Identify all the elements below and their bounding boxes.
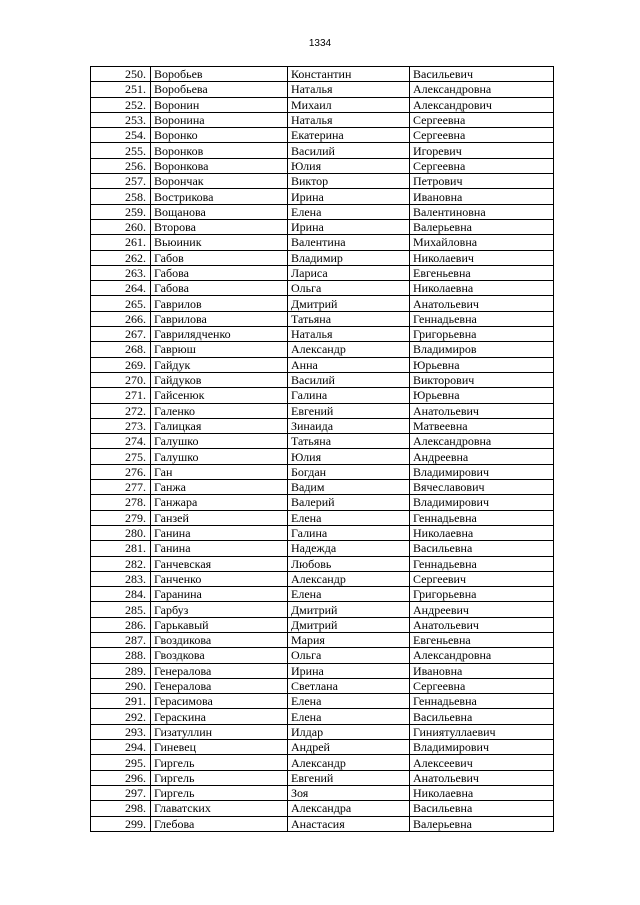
patronymic: Викторович	[410, 372, 554, 387]
last-name: Галушко	[151, 434, 288, 449]
last-name: Гиргель	[151, 770, 288, 785]
row-number: 291.	[91, 694, 151, 709]
last-name: Гайдук	[151, 357, 288, 372]
first-name: Андрей	[288, 740, 410, 755]
last-name: Ганжа	[151, 480, 288, 495]
first-name: Ирина	[288, 663, 410, 678]
row-number: 278.	[91, 495, 151, 510]
row-number: 293.	[91, 724, 151, 739]
table-row	[91, 372, 554, 387]
row-number: 269.	[91, 357, 151, 372]
table-row	[91, 143, 554, 158]
table-row	[91, 82, 554, 97]
table-row	[91, 128, 554, 143]
last-name: Глебова	[151, 816, 288, 831]
last-name: Гиневец	[151, 740, 288, 755]
table-row	[91, 327, 554, 342]
first-name: Надежда	[288, 541, 410, 556]
patronymic: Сергеевич	[410, 571, 554, 586]
last-name: Гаранина	[151, 587, 288, 602]
first-name: Евгений	[288, 770, 410, 785]
last-name: Галушко	[151, 449, 288, 464]
first-name: Владимир	[288, 250, 410, 265]
row-number: 274.	[91, 434, 151, 449]
first-name: Ирина	[288, 189, 410, 204]
first-name: Наталья	[288, 327, 410, 342]
row-number: 261.	[91, 235, 151, 250]
table-row	[91, 740, 554, 755]
last-name: Габов	[151, 250, 288, 265]
row-number: 295.	[91, 755, 151, 770]
last-name: Генералова	[151, 663, 288, 678]
last-name: Гаврилядченко	[151, 327, 288, 342]
last-name: Воробьева	[151, 82, 288, 97]
last-name: Гвоздкова	[151, 648, 288, 663]
patronymic: Николаевна	[410, 525, 554, 540]
patronymic: Геннадьевна	[410, 510, 554, 525]
table-row	[91, 525, 554, 540]
patronymic: Николаевич	[410, 250, 554, 265]
first-name: Светлана	[288, 678, 410, 693]
patronymic: Алексеевич	[410, 755, 554, 770]
last-name: Ганина	[151, 525, 288, 540]
last-name: Воронко	[151, 128, 288, 143]
first-name: Александр	[288, 755, 410, 770]
patronymic: Владимирович	[410, 464, 554, 479]
patronymic: Александровна	[410, 82, 554, 97]
patronymic: Михайловна	[410, 235, 554, 250]
table-row	[91, 97, 554, 112]
last-name: Вощанова	[151, 204, 288, 219]
table-row	[91, 495, 554, 510]
first-name: Зинаида	[288, 418, 410, 433]
table-row	[91, 296, 554, 311]
row-number: 279.	[91, 510, 151, 525]
first-name: Елена	[288, 204, 410, 219]
last-name: Гиргель	[151, 755, 288, 770]
first-name: Василий	[288, 372, 410, 387]
patronymic: Гиниятуллаевич	[410, 724, 554, 739]
row-number: 264.	[91, 281, 151, 296]
first-name: Дмитрий	[288, 296, 410, 311]
row-number: 254.	[91, 128, 151, 143]
row-number: 273.	[91, 418, 151, 433]
last-name: Гарькавый	[151, 617, 288, 632]
first-name: Валерий	[288, 495, 410, 510]
patronymic: Валерьевна	[410, 816, 554, 831]
last-name: Гаврилов	[151, 296, 288, 311]
table-row	[91, 250, 554, 265]
first-name: Виктор	[288, 174, 410, 189]
patronymic: Николаевна	[410, 281, 554, 296]
patronymic: Сергеевна	[410, 158, 554, 173]
row-number: 297.	[91, 785, 151, 800]
first-name: Наталья	[288, 112, 410, 127]
last-name: Гаврюш	[151, 342, 288, 357]
patronymic: Юрьевна	[410, 357, 554, 372]
patronymic: Ивановна	[410, 189, 554, 204]
table-row	[91, 449, 554, 464]
table-row	[91, 281, 554, 296]
row-number: 271.	[91, 388, 151, 403]
table-row	[91, 174, 554, 189]
patronymic: Андреевич	[410, 602, 554, 617]
patronymic: Евгеньевна	[410, 632, 554, 647]
table-row	[91, 464, 554, 479]
row-number: 284.	[91, 587, 151, 602]
row-number: 257.	[91, 174, 151, 189]
first-name: Наталья	[288, 82, 410, 97]
table-row	[91, 571, 554, 586]
last-name: Ганина	[151, 541, 288, 556]
first-name: Татьяна	[288, 311, 410, 326]
patronymic: Евгеньевна	[410, 265, 554, 280]
table-row	[91, 694, 554, 709]
last-name: Гераскина	[151, 709, 288, 724]
patronymic: Геннадьевна	[410, 694, 554, 709]
table-row	[91, 617, 554, 632]
table-row	[91, 770, 554, 785]
patronymic: Васильевна	[410, 541, 554, 556]
table-row	[91, 602, 554, 617]
table-row	[91, 388, 554, 403]
row-number: 270.	[91, 372, 151, 387]
last-name: Ган	[151, 464, 288, 479]
patronymic: Геннадьевна	[410, 556, 554, 571]
table-row	[91, 632, 554, 647]
row-number: 265.	[91, 296, 151, 311]
patronymic: Григорьевна	[410, 327, 554, 342]
last-name: Герасимова	[151, 694, 288, 709]
first-name: Дмитрий	[288, 602, 410, 617]
first-name: Дмитрий	[288, 617, 410, 632]
row-number: 280.	[91, 525, 151, 540]
last-name: Генералова	[151, 678, 288, 693]
first-name: Галина	[288, 388, 410, 403]
table-row	[91, 587, 554, 602]
table-row	[91, 189, 554, 204]
row-number: 287.	[91, 632, 151, 647]
first-name: Александра	[288, 801, 410, 816]
patronymic: Александровна	[410, 648, 554, 663]
row-number: 250.	[91, 67, 151, 82]
first-name: Елена	[288, 694, 410, 709]
row-number: 282.	[91, 556, 151, 571]
row-number: 275.	[91, 449, 151, 464]
patronymic: Юрьевна	[410, 388, 554, 403]
first-name: Василий	[288, 143, 410, 158]
last-name: Вострикова	[151, 189, 288, 204]
row-number: 256.	[91, 158, 151, 173]
patronymic: Николаевна	[410, 785, 554, 800]
table-row	[91, 311, 554, 326]
table-row	[91, 235, 554, 250]
patronymic: Александрович	[410, 97, 554, 112]
first-name: Екатерина	[288, 128, 410, 143]
table-row	[91, 709, 554, 724]
row-number: 267.	[91, 327, 151, 342]
row-number: 281.	[91, 541, 151, 556]
last-name: Галицкая	[151, 418, 288, 433]
table-row	[91, 724, 554, 739]
table-row	[91, 219, 554, 234]
first-name: Александр	[288, 342, 410, 357]
table-row	[91, 510, 554, 525]
first-name: Елена	[288, 587, 410, 602]
table-row	[91, 158, 554, 173]
table-row	[91, 357, 554, 372]
patronymic: Васильевна	[410, 801, 554, 816]
row-number: 260.	[91, 219, 151, 234]
table-row	[91, 541, 554, 556]
last-name: Гаврилова	[151, 311, 288, 326]
patronymic: Григорьевна	[410, 587, 554, 602]
last-name: Второва	[151, 219, 288, 234]
last-name: Габова	[151, 281, 288, 296]
row-number: 258.	[91, 189, 151, 204]
row-number: 253.	[91, 112, 151, 127]
page-number: 1334	[308, 38, 332, 49]
table-row	[91, 755, 554, 770]
roster-body	[91, 67, 554, 832]
first-name: Мария	[288, 632, 410, 647]
last-name: Гизатуллин	[151, 724, 288, 739]
row-number: 286.	[91, 617, 151, 632]
row-number: 299.	[91, 816, 151, 831]
last-name: Гайсенюк	[151, 388, 288, 403]
row-number: 255.	[91, 143, 151, 158]
patronymic: Сергеевна	[410, 112, 554, 127]
table-row	[91, 648, 554, 663]
patronymic: Анатольевич	[410, 296, 554, 311]
patronymic: Васильевич	[410, 67, 554, 82]
patronymic: Вячеславович	[410, 480, 554, 495]
patronymic: Валентиновна	[410, 204, 554, 219]
first-name: Юлия	[288, 449, 410, 464]
first-name: Евгений	[288, 403, 410, 418]
table-row	[91, 265, 554, 280]
last-name: Воронков	[151, 143, 288, 158]
roster-table	[90, 66, 554, 832]
row-number: 251.	[91, 82, 151, 97]
patronymic: Владимирович	[410, 740, 554, 755]
last-name: Ганченко	[151, 571, 288, 586]
row-number: 283.	[91, 571, 151, 586]
row-number: 268.	[91, 342, 151, 357]
row-number: 288.	[91, 648, 151, 663]
last-name: Гайдуков	[151, 372, 288, 387]
patronymic: Анатольевич	[410, 617, 554, 632]
first-name: Константин	[288, 67, 410, 82]
table-row	[91, 67, 554, 82]
row-number: 289.	[91, 663, 151, 678]
table-row	[91, 556, 554, 571]
first-name: Лариса	[288, 265, 410, 280]
last-name: Галенко	[151, 403, 288, 418]
patronymic: Сергеевна	[410, 678, 554, 693]
patronymic: Игоревич	[410, 143, 554, 158]
first-name: Анна	[288, 357, 410, 372]
table-row	[91, 418, 554, 433]
patronymic: Андреевна	[410, 449, 554, 464]
patronymic: Владимирович	[410, 495, 554, 510]
table-row	[91, 342, 554, 357]
last-name: Ганжара	[151, 495, 288, 510]
last-name: Воронин	[151, 97, 288, 112]
last-name: Воронкова	[151, 158, 288, 173]
first-name: Ирина	[288, 219, 410, 234]
first-name: Александр	[288, 571, 410, 586]
last-name: Воронина	[151, 112, 288, 127]
last-name: Ганзей	[151, 510, 288, 525]
last-name: Вьюиник	[151, 235, 288, 250]
first-name: Елена	[288, 709, 410, 724]
patronymic: Ивановна	[410, 663, 554, 678]
row-number: 290.	[91, 678, 151, 693]
table-row	[91, 480, 554, 495]
first-name: Анастасия	[288, 816, 410, 831]
row-number: 252.	[91, 97, 151, 112]
first-name: Ольга	[288, 281, 410, 296]
row-number: 276.	[91, 464, 151, 479]
last-name: Ганчевская	[151, 556, 288, 571]
table-row	[91, 678, 554, 693]
patronymic: Васильевна	[410, 709, 554, 724]
row-number: 263.	[91, 265, 151, 280]
last-name: Главатских	[151, 801, 288, 816]
row-number: 259.	[91, 204, 151, 219]
last-name: Гарбуз	[151, 602, 288, 617]
first-name: Вадим	[288, 480, 410, 495]
table-row	[91, 204, 554, 219]
patronymic: Матвеевна	[410, 418, 554, 433]
patronymic: Петрович	[410, 174, 554, 189]
row-number: 277.	[91, 480, 151, 495]
table-row	[91, 434, 554, 449]
first-name: Елена	[288, 510, 410, 525]
last-name: Гиргель	[151, 785, 288, 800]
patronymic: Сергеевна	[410, 128, 554, 143]
first-name: Зоя	[288, 785, 410, 800]
row-number: 294.	[91, 740, 151, 755]
first-name: Ольга	[288, 648, 410, 663]
table-row	[91, 403, 554, 418]
row-number: 292.	[91, 709, 151, 724]
row-number: 285.	[91, 602, 151, 617]
row-number: 298.	[91, 801, 151, 816]
first-name: Любовь	[288, 556, 410, 571]
table-row	[91, 112, 554, 127]
row-number: 262.	[91, 250, 151, 265]
table-row	[91, 663, 554, 678]
first-name: Юлия	[288, 158, 410, 173]
row-number: 266.	[91, 311, 151, 326]
first-name: Татьяна	[288, 434, 410, 449]
patronymic: Владимиров	[410, 342, 554, 357]
patronymic: Анатольевич	[410, 403, 554, 418]
patronymic: Валерьевна	[410, 219, 554, 234]
first-name: Валентина	[288, 235, 410, 250]
last-name: Гвоздикова	[151, 632, 288, 647]
last-name: Воробьев	[151, 67, 288, 82]
table-row	[91, 816, 554, 831]
first-name: Илдар	[288, 724, 410, 739]
first-name: Богдан	[288, 464, 410, 479]
row-number: 296.	[91, 770, 151, 785]
first-name: Михаил	[288, 97, 410, 112]
table-row	[91, 785, 554, 800]
table-row	[91, 801, 554, 816]
patronymic: Александровна	[410, 434, 554, 449]
patronymic: Геннадьевна	[410, 311, 554, 326]
first-name: Галина	[288, 525, 410, 540]
patronymic: Анатольевич	[410, 770, 554, 785]
last-name: Ворончак	[151, 174, 288, 189]
last-name: Габова	[151, 265, 288, 280]
row-number: 272.	[91, 403, 151, 418]
